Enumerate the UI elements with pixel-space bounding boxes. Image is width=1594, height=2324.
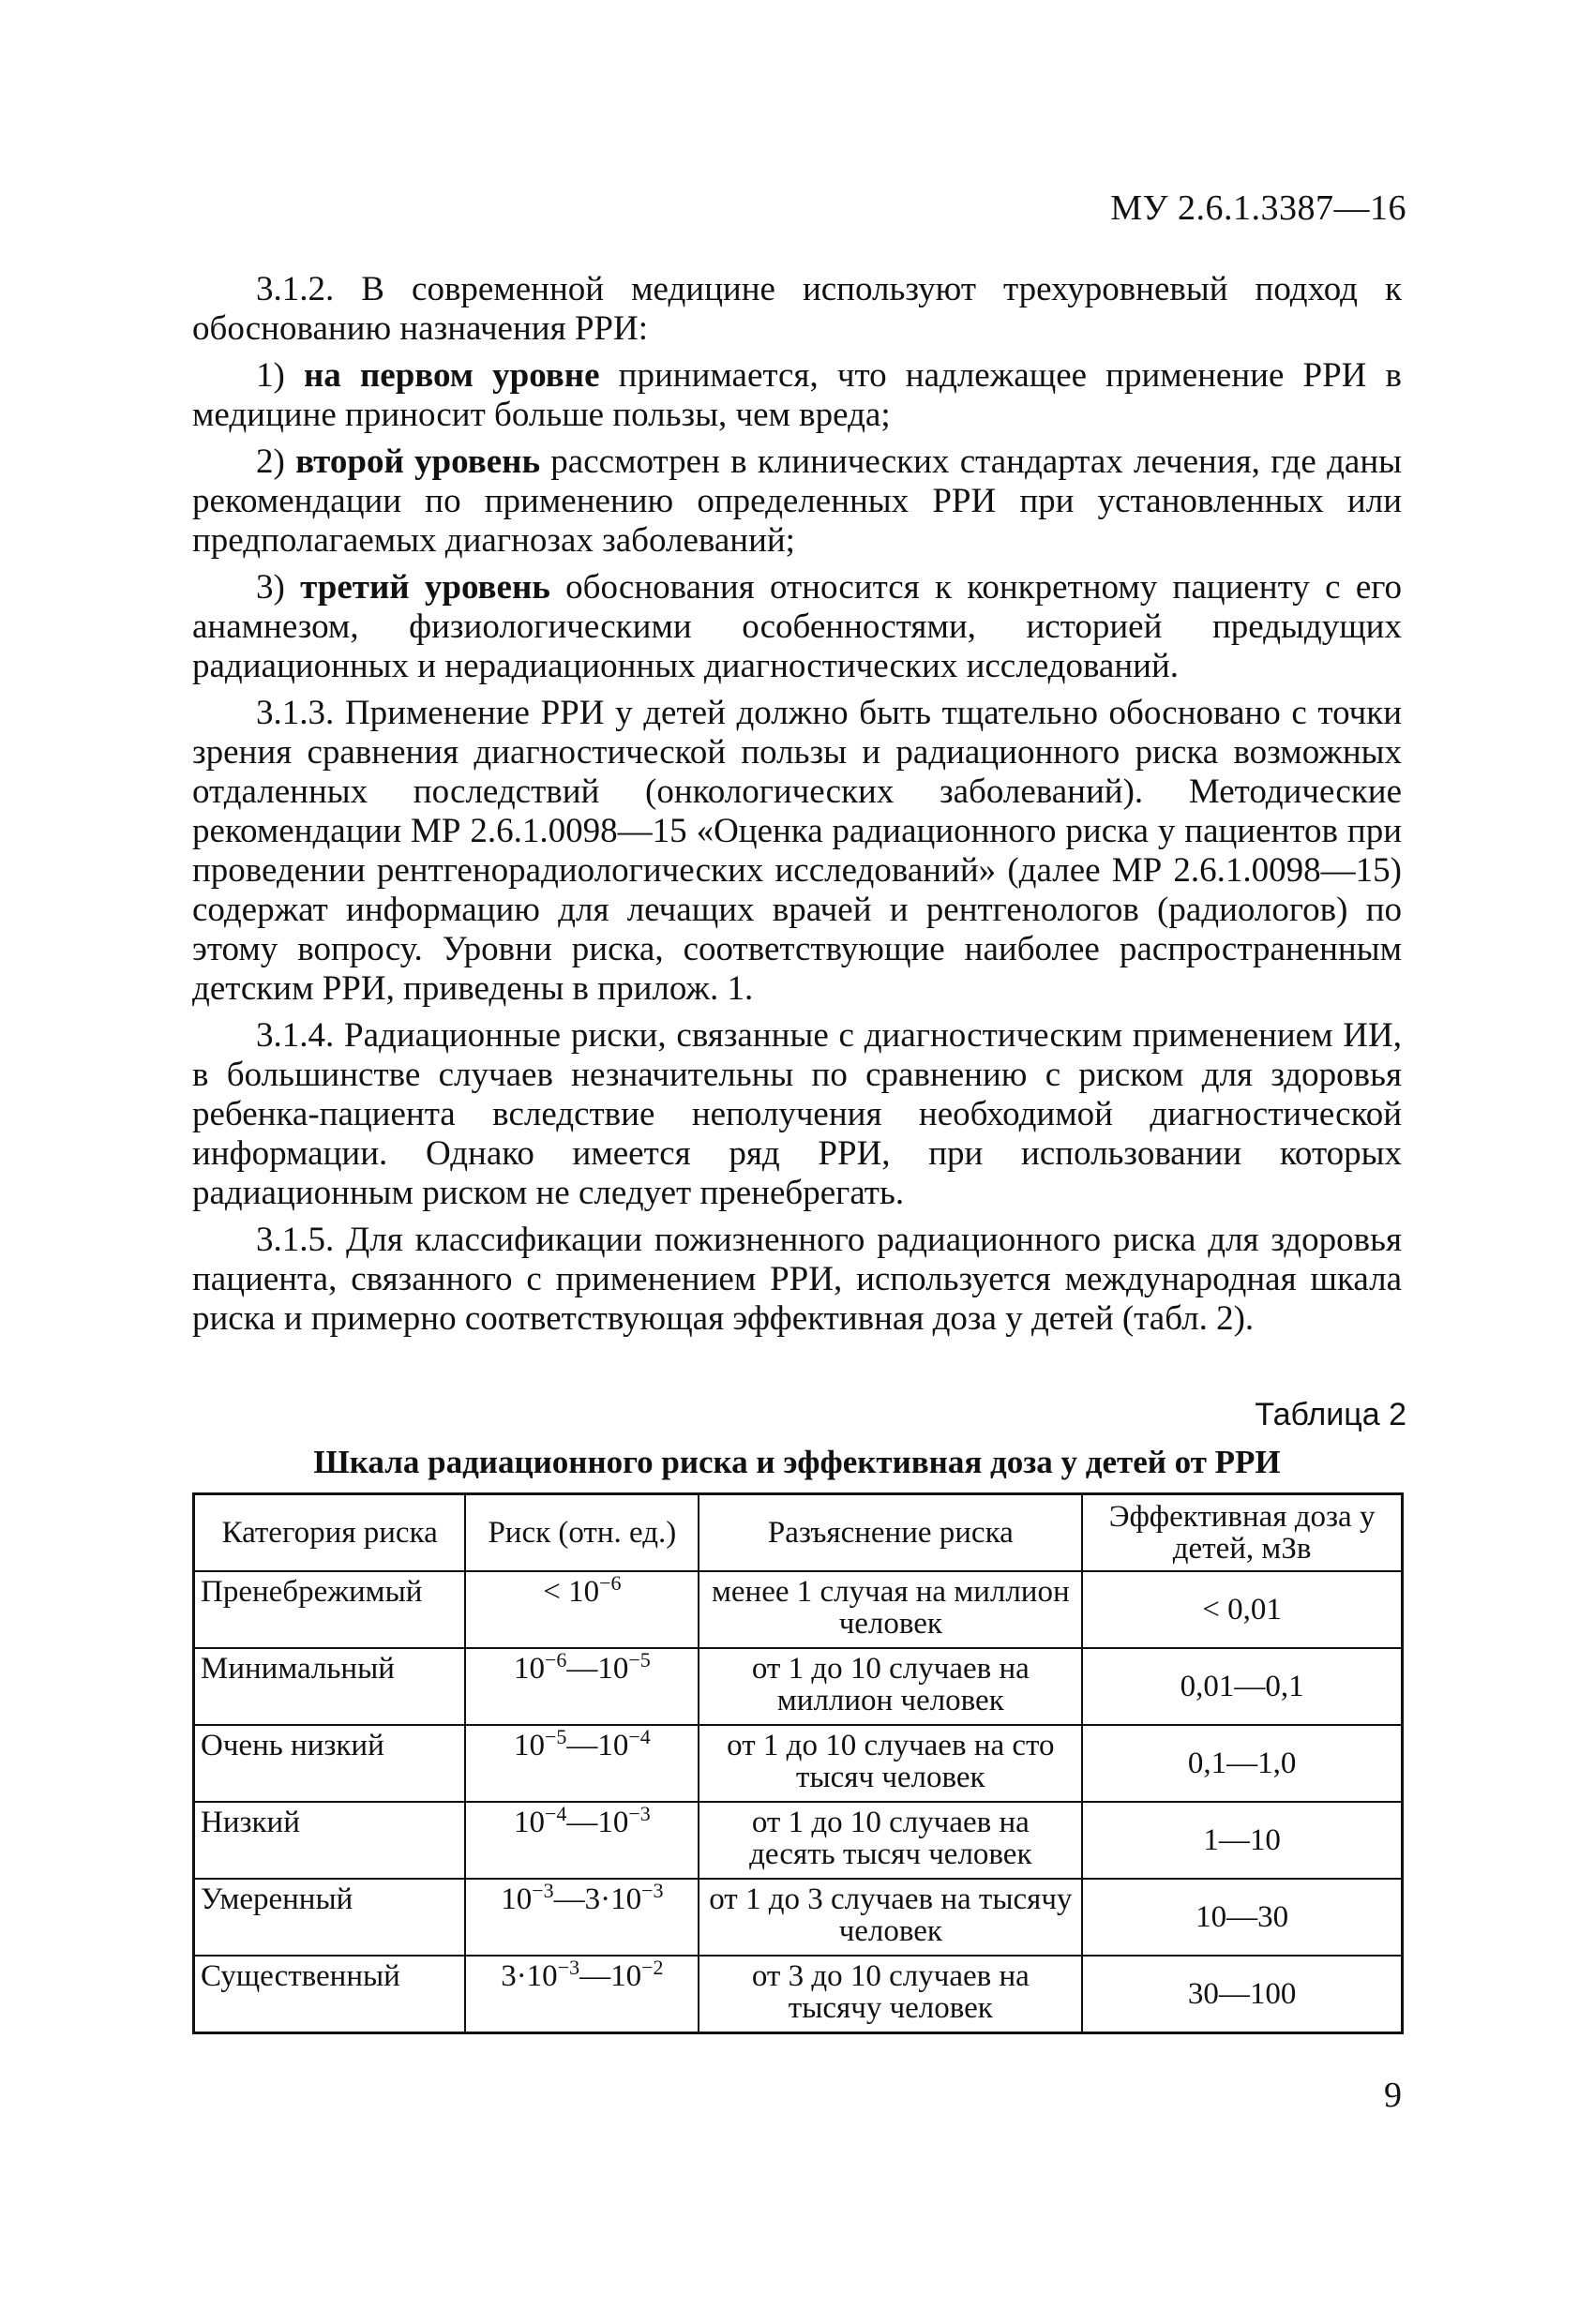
- paragraph-3-1-5: 3.1.5. Для классификации пожизненного радиационного риска для здоровья пациента, связанного с применением РРИ, используется международная шкала риска и примерно соответствующая эффективная доза у детей (табл. 2).: [192, 1221, 1402, 1338]
- effective-dose-cell: < 0,01: [1082, 1571, 1402, 1648]
- table-row: [194, 1879, 1403, 1956]
- effective-dose-cell: 10—30: [1082, 1879, 1402, 1956]
- risk-category-cell: Умеренный: [194, 1879, 466, 1956]
- risk-explanation-cell: от 1 до 10 случаев на миллион человек: [699, 1648, 1082, 1725]
- risk-value-cell: $10^{-6}—10^{-5}$: [465, 1648, 699, 1725]
- list-item-bold: второй уровень: [295, 442, 541, 481]
- table-caption: Шкала радиационного риска и эффективная доза у детей от РРИ: [313, 1444, 1281, 1480]
- risk-explanation-cell: от 1 до 3 случаев на тысячу человек: [699, 1879, 1082, 1956]
- paragraph-3-1-2: 3.1.2. В современной медицине используют трехуровневый подход к обоснованию назначения РРИ:: [192, 270, 1402, 348]
- effective-dose-cell: 0,01—0,1: [1082, 1648, 1402, 1725]
- risk-value-cell: < $10^{-6}$: [465, 1571, 699, 1648]
- risk-explanation-cell: от 1 до 10 случаев на сто тысяч человек: [699, 1725, 1082, 1802]
- list-item-text: принимается, что надлежащее применение РРИ в медицине приносит больше пользы, чем вреда;: [192, 356, 1403, 434]
- table-row: [194, 1956, 1403, 2033]
- table-row: [194, 1802, 1403, 1879]
- page-number: 9: [1384, 2076, 1402, 2115]
- list-item-text: обоснования относится к конкретному пациенту с его анамнезом, физиологическими особенностями, историей предыдущих радиационных и нерадиационных диагностических исследований.: [192, 568, 1402, 685]
- table-row: [194, 1725, 1403, 1802]
- list-item-bold: третий уровень: [300, 568, 550, 607]
- risk-explanation-cell: от 3 до 10 случаев на тысячу человек: [699, 1956, 1082, 2033]
- risk-value-cell: $10^{-5}—10^{-4}$: [465, 1725, 699, 1802]
- list-item-number: 1): [256, 356, 285, 395]
- header-risk-category: Категория риска: [194, 1494, 466, 1572]
- risk-category-cell: Существенный: [194, 1956, 466, 2033]
- header-risk-explanation: Разъяснение риска: [699, 1494, 1082, 1572]
- table-row: [194, 1571, 1403, 1648]
- risk-explanation-cell: от 1 до 10 случаев на десять тысяч человек: [699, 1802, 1082, 1879]
- risk-category-cell: Низкий: [194, 1802, 466, 1879]
- document-code-header: МУ 2.6.1.3387—16: [1110, 188, 1406, 228]
- table-header-row: [194, 1494, 1403, 1572]
- risk-category-cell: Минимальный: [194, 1648, 466, 1725]
- table-row: [194, 1648, 1403, 1725]
- list-item-level-1: [192, 356, 1402, 435]
- effective-dose-cell: 0,1—1,0: [1082, 1725, 1402, 1802]
- paragraph-3-1-3: 3.1.3. Применение РРИ у детей должно быть тщательно обосновано с точки зрения сравнения диагностической пользы и радиационного риска возможных отдаленных последствий (онкологических заболеваний). Методические рекомендации МР 2.6.1.0098—15 «Оценка радиационного риска у пациентов при проведении рентгенорадиологических исследований» (далее МР 2.6.1.0098—15) содержат информацию для лечащих врачей и рентгенологов (радиологов) по этому вопросу. Уровни риска, соответствующие наиболее распространенным детским РРИ, приведены в прилож. 1.: [192, 694, 1402, 1008]
- risk-category-cell: Пренебрежимый: [194, 1571, 466, 1648]
- list-item-number: 2): [256, 442, 285, 481]
- paragraph-3-1-4: 3.1.4. Радиационные риски, связанные с диагностическим применением ИИ, в большинстве случаев незначительны по сравнению с риском для здоровья ребенка-пациента вследствие неполучения необходимой диагностической информации. Однако имеется ряд РРИ, при использовании которых радиационным риском не следует пренебрегать.: [192, 1016, 1402, 1212]
- body-text: [192, 270, 1402, 1339]
- list-item-text: рассмотрен в клинических стандартах лечения, где даны рекомендации по применению определенных РРИ при установленных или предполагаемых диагнозах заболеваний;: [192, 442, 1402, 560]
- table-number: Таблица 2: [1255, 1397, 1406, 1432]
- risk-explanation-cell: менее 1 случая на миллион человек: [699, 1571, 1082, 1648]
- risk-category-cell: Очень низкий: [194, 1725, 466, 1802]
- effective-dose-cell: 1—10: [1082, 1802, 1402, 1879]
- risk-value-cell: $3\cdot 10^{-3}—10^{-2}$: [465, 1956, 699, 2033]
- header-risk-value: Риск (отн. ед.): [465, 1494, 699, 1572]
- list-item-level-3: [192, 568, 1402, 686]
- header-effective-dose: Эффективная доза у детей, мЗв: [1082, 1494, 1402, 1572]
- list-item-number: 3): [256, 568, 285, 607]
- risk-value-cell: $10^{-3}—3\cdot 10^{-3}$: [465, 1879, 699, 1956]
- effective-dose-cell: 30—100: [1082, 1956, 1402, 2033]
- risk-value-cell: $10^{-4}—10^{-3}$: [465, 1802, 699, 1879]
- list-item-bold: на первом уровне: [303, 356, 600, 395]
- list-item-level-2: [192, 442, 1402, 561]
- risk-scale-table: [192, 1492, 1404, 2034]
